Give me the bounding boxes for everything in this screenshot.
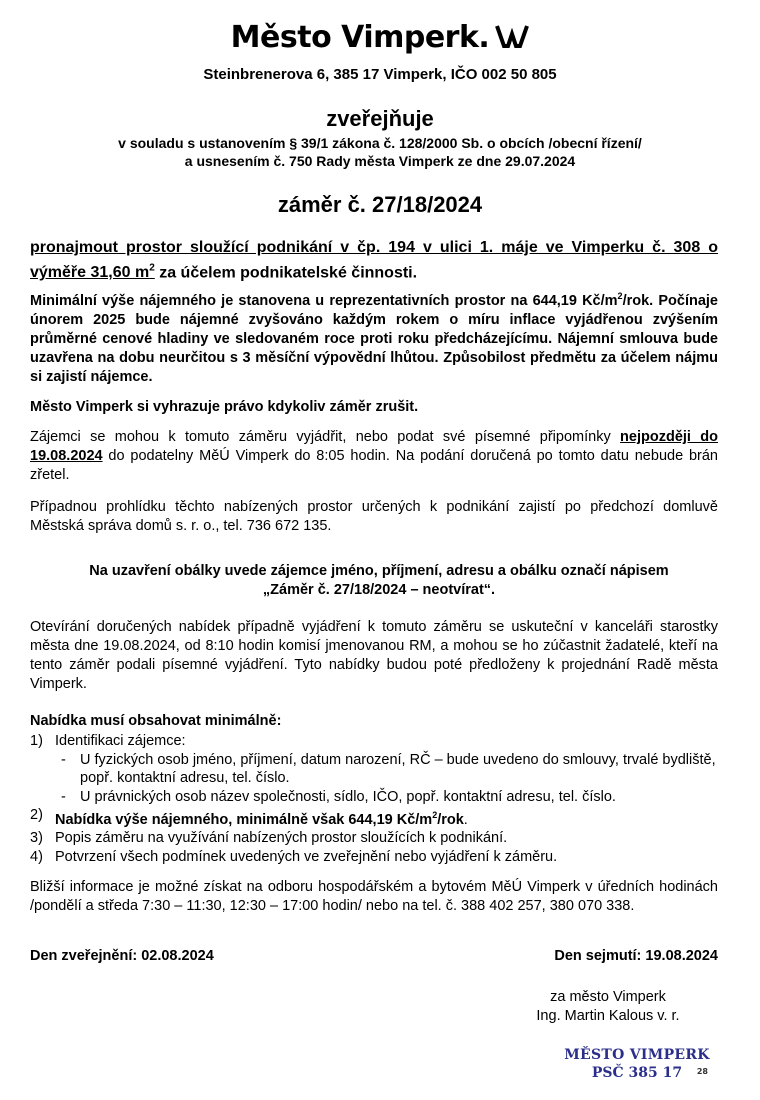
rent-paragraph: Minimální výše nájemného je stanovena u reprezentativních prostor na 644,19 $Kč/m^2$/rok. Počínaje únorem 2025 bude nájemné zvyšováno každým rokem o míru inflace vyjádřenou zvýšením průměrné cenové hladiny ve sledovaném roce proti roku předcházejícímu. Nájemní smlouva bude uzavřena na dobu neurčitou s 3 měsíční výpovědní lhůtou. Způsobilost předmětu za účelem nájmu si zajistí nájemce. [30,291,718,385]
reservation-note: Město Vimperk si vyhrazuje právo kdykoliv záměr zrušit. [30,399,419,415]
list-subitem: - U fyzických osob jméno, příjmení, datum narození, RČ – bude uvedeno do smlouvy, trvalé bydliště, popř. kontaktní adresu, tel. číslo. [61,751,716,786]
signature-name: Ing. Martin Kalous v. r. [536,1008,680,1024]
legal-basis-line2: a usnesením č. 750 Rady města Vimperk ze dne 29.07.2024 [184,153,576,169]
signature-line1: za město Vimperk [550,989,666,1005]
intent-title: záměr č. 27/18/2024 [277,192,483,217]
lease-subject-purpose: za účelem podnikatelské činnosti. [154,264,418,282]
list-item: 2) Nabídka výše nájemného, minimálně však 644,19 $Kč/m^2$/rok. [30,807,468,828]
requirements-list [30,732,730,866]
inspection-paragraph: Případnou prohlídku těchto nabízených prostor určených k podnikání zajistí po předchozí domluvě Městská správa domů s. r. o., tel. 736 672 135. [30,499,718,534]
contact-info: Bližší informace je možné získat na odboru hospodářském a bytovém MěÚ Vimperk v úředních hodinách /pondělí a středa 7:30 – 11:30, 12:30 – 17:00 hodin/ nebo na tel. č. 388 402 257, 380 070 338. [30,879,718,914]
publishes-heading: zveřejňuje [326,106,434,131]
legal-basis-line1: v souladu s ustanovením § 39/1 zákona č. 128/2000 Sb. o obcích /obecní řízení/ [118,135,642,151]
removal-date: Den sejmutí: 19.08.2024 [554,948,718,964]
legal-basis [0,134,760,170]
city-address: Steinbrenerova 6, 385 17 Vimperk, IČO 002 50 805 [203,66,557,83]
vimperk-logo-icon [495,21,529,56]
opening-paragraph: Otevírání doručených nabídek případně vyjádření k tomuto záměru se uskuteční v kanceláři starostky města dne 19.08.2024, od 8:10 hodin komisí jmenovanou RM, a mohou se ho zúčastnit žadatelé, kteří na tento záměr podali písemné vyjádření. Tyto nabídky budou poté předloženy k projednání Radě města Vimperk. [30,619,718,692]
list-item: 4) Potvrzení všech podmínek uvedených ve zveřejnění nebo vyjádření k záměru. [30,848,558,865]
publish-date: Den zveřejnění: 02.08.2024 [30,948,214,964]
lease-subject-main: pronajmout prostor sloužící podnikání v čp. 194 v ulici 1. máje ve Vimperku č. 308 o výměře 31,60 $m^2$ [30,239,718,282]
official-stamp: MĚSTO VIMPERK PSČ 385 17 28 [564,1047,710,1081]
lease-subject [30,237,718,283]
deadline: nejpozději do 19.08.2024 [30,429,718,464]
signature-block [498,988,718,1026]
requirements-heading: Nabídka musí obsahovat minimálně: [30,713,282,729]
city-logo-heading [0,20,760,56]
city-name: Město Vimperk. [230,20,490,55]
list-item: 1) Identifikaci zájemce: [30,733,186,749]
envelope-instructions: Na uzavření obálky uvede zájemce jméno, příjmení, adresu a obálku označí nápisem „Záměr č. 27/18/2024 – neotvírat“. [89,563,669,598]
interest-paragraph: Zájemci se mohou k tomuto záměru vyjádřit, nebo podat své písemné připomínky nejpozději do 19.08.2024 do podatelny MěÚ Vimperk do 8:05 hodin. Na podání doručená po tomto datu nebude brán zřetel. [30,429,718,483]
list-item: 3) Popis záměru na využívání nabízených prostor sloužících k podnikání. [30,830,508,847]
list-subitem: - U právnických osob název společnosti, sídlo, IČO, popř. kontaktní adresu, tel. číslo. [61,788,616,805]
